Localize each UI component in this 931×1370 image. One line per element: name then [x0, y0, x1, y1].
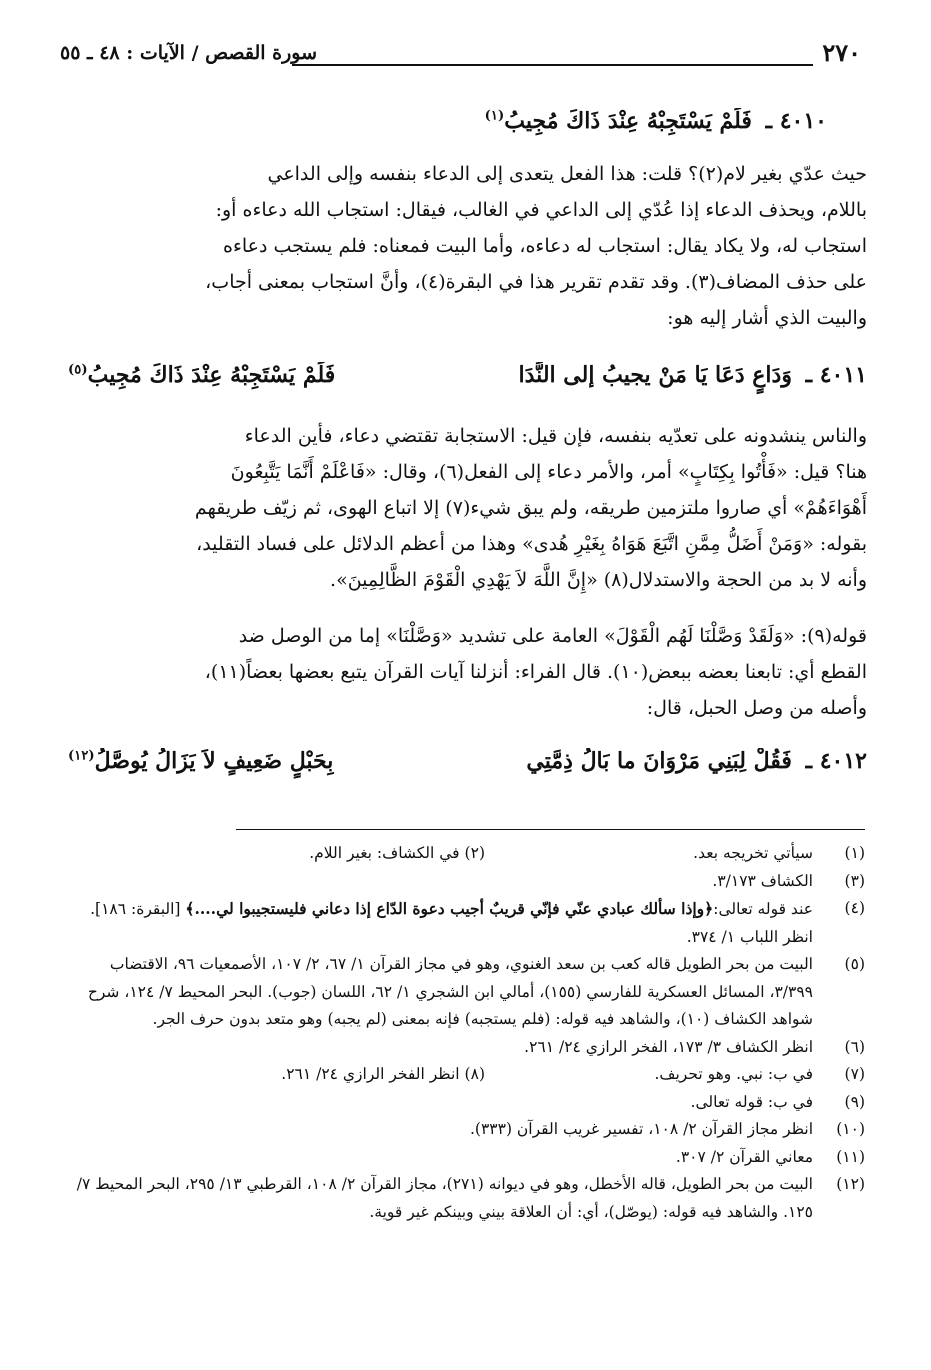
text-line: وأنه لا بد من الحجة والاستدلال(٨) «إِنَّ اللَّهَ لاَ يَهْدِي الْقَوْمَ الظَّالِمِينَ». — [330, 569, 867, 591]
footnotes — [68, 840, 865, 1226]
text-line: القطع أي: تابعنا بعضه ببعض(١٠). قال الفراء: أنزلنا آيات القرآن يتبع بعضها بعضاً(١١)، — [204, 661, 867, 683]
footnote-10: (١٠) انظر مجاز القرآن ٢/ ١٠٨، تفسير غريب القرآن (٣٣٣). — [469, 1120, 865, 1138]
footnote-3: (٣) الكشاف ٣/١٧٣. — [712, 871, 865, 890]
verse-4012 — [68, 748, 867, 788]
verse-4010 — [68, 108, 867, 148]
text-line: بقوله: «وَمَنْ أَضَلُّ مِمَّنِ اتَّبَعَ هَوَاهُ بِغَيْرِ هُدى» وهذا من أعظم الدلائل على فساد التقليد، — [196, 533, 867, 555]
verse-second-hemistich: فَلَمْ يَسْتَجِبْهُ عِنْدَ ذَاكَ مُجِيبُ — [87, 362, 336, 388]
quran-quote: ﴿وإذا سألك عبادي عنّي فإنّي قريبٌ أجيب دعوة الدّاع إذا دعاني فليستجيبوا لي....﴾ — [185, 899, 714, 918]
footnote-11: (١١) معاني القرآن ٢/ ٣٠٧. — [675, 1147, 865, 1166]
verse-number: ٤٠١١ ـ — [805, 362, 867, 388]
verse-hemistich: فَلَمْ يَسْتَجِبْهُ عِنْدَ ذَاكَ مُجِيبُ — [504, 108, 752, 134]
footnote-ref: (١) — [484, 108, 505, 124]
header-rule — [292, 64, 813, 66]
verse-number: ٤٠١٢ ـ — [805, 748, 867, 774]
text-line: وأصله من وصل الحبل، قال: — [646, 697, 867, 719]
verse-number: ٤٠١٠ ـ — [765, 108, 827, 134]
footnote-8: (٨) انظر الفخر الرازي ٢٤/ ٢٦١. — [281, 1065, 485, 1083]
footnote-1: (١) سيأتي تخريجه بعد. — [693, 844, 865, 862]
verse-first-hemistich: فَقُلْ لِبَنِي مَرْوَانَ ما بَالُ ذِمَّتِي — [526, 748, 792, 774]
text-line: أَهْوَاءَهُمْ» أي صاروا ملتزمين طريقه، ولم يبق شيء(٧) إلا اتباع الهوى، ثم زيّف طريقهم — [194, 497, 867, 519]
paragraph-1 — [68, 156, 867, 336]
footnote-12: (١٢) البيت من بحر الطويل، قاله الأخطل، وهو في ديوانه (٢٧١)، مجاز القرآن ٢/ ١٠٨، القرطبي ١٣/ ٢٩٥، البحر المحيط ٧/ ١٢٥. والشاهد فيه قوله: (يوصّل)، أي: أن العلاقة بيني وبينكم غير قوية. — [76, 1175, 865, 1221]
text-line: قوله(٩): «وَلَقَدْ وَصَّلْنَا لَهُم الْقَوْلَ» العامة على تشديد «وَصَّلْنَا» إما من الوصل ضد — [238, 625, 867, 647]
footnote-6: (٦) انظر الكشاف ٣/ ١٧٣، الفخر الرازي ٢٤/ ٢٦١. — [524, 1037, 865, 1056]
text-line: والناس ينشدونه على تعدّيه بنفسه، فإن قيل: الاستجابة تقتضي دعاء، فأين الدعاء — [244, 425, 867, 447]
footnote-2: (٢) في الكشاف: بغير اللام. — [309, 844, 485, 862]
text-line: على حذف المضاف(٣). وقد تقدم تقرير هذا في البقرة(٤)، وأنَّ استجاب بمعنى أجاب، — [205, 271, 867, 293]
footnote-ref: (٥) — [68, 362, 88, 378]
page-header — [60, 38, 861, 70]
footnote-7: (٧) في ب: نبي. وهو تحريف. — [654, 1065, 865, 1083]
footnote-row — [68, 1061, 865, 1089]
verse-first-hemistich: وَدَاعٍ دَعَا يَا مَنْ يجيبُ إلى النَّدَا — [518, 362, 792, 388]
page-number: ٢٧٠ — [822, 38, 861, 67]
running-title: سورة القصص / الآيات : ٤٨ ـ ٥٥ — [60, 42, 318, 64]
footnote-row — [68, 840, 865, 868]
footnote-ref: (١٢) — [68, 748, 95, 764]
footnote-separator — [236, 829, 865, 830]
text-line: حيث عدّي بغير لام(٢)؟ قلت: هذا الفعل يتعدى إلى الدعاء بنفسه وإلى الداعي — [267, 163, 867, 185]
footnote-9: (٩) في ب: قوله تعالى. — [690, 1092, 865, 1111]
text-line: هنا؟ قيل: «فَأْتُوا بِكِتَابٍ» أمر، والأمر دعاء إلى الفعل(٦)، وقال: «فَاعْلَمْ أَنَّمَا يَتَّبِعُونَ — [230, 461, 867, 483]
text-line: استجاب له، ولا يكاد يقال: استجاب له دعاءه، وأما البيت فمعناه: فلم يستجب دعاءه — [223, 235, 867, 257]
footnote-4: (٤) عند قوله تعالى:﴿وإذا سألك عبادي عنّي فإنّي قريبٌ أجيب دعوة الدّاع إذا دعاني فليستجيبوا لي....﴾ [البقرة: ١٨٦]. انظر اللباب ١/ ٣٧٤. — [90, 899, 865, 946]
text-line: باللام، ويحذف الدعاء إذا عُدّي إلى الداعي في الغالب، فيقال: استجاب الله دعاءه أو: — [215, 199, 867, 221]
verse-4011 — [68, 362, 867, 402]
verse-second-hemistich: بِحَبْلٍ ضَعِيفٍ لاَ يَزَالُ يُوصَّلُ — [94, 748, 334, 774]
footnote-5: (٥) البيت من بحر الطويل قاله كعب بن سعد الغنوي، وهو في مجاز القرآن ١/ ٦٧، ٢/ ١٠٧، الأصمعيات ٩٦، الاقتضاب ٣/٣٩٩، المسائل العسكرية للفارسي (١٥٥)، أمالي ابن الشجري ١/ ٦٢، اللسان (جوب). البحر المحيط ٧/ ١٢٤، شرح شواهد الكشاف (١٠)، والشاهد فيه قوله: (فلم يستجبه) فإنه بمعنى (لم يجبه) وهو متعد بدون حرف الجر. — [87, 955, 865, 1028]
paragraph-3 — [68, 618, 867, 726]
text-line: والبيت الذي أشار إليه هو: — [667, 307, 867, 329]
paragraph-2 — [68, 418, 867, 598]
